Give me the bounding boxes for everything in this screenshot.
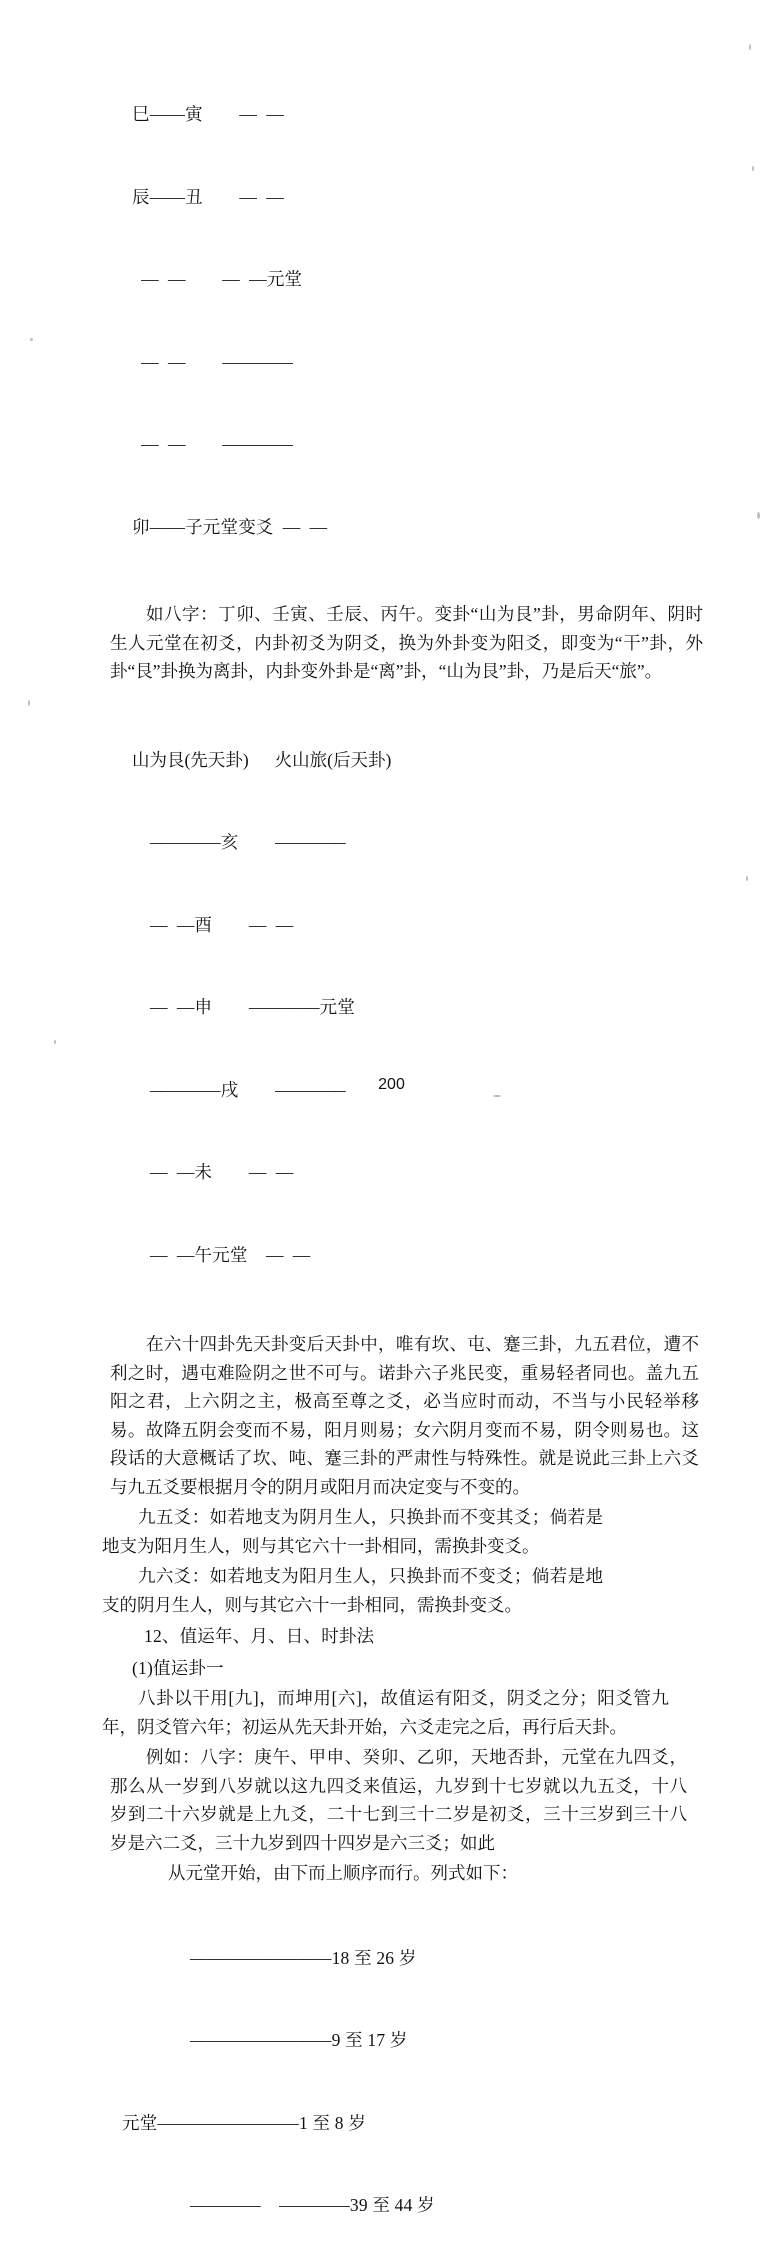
diagram-row: — — ———— xyxy=(132,431,723,459)
section-heading-12: 12、值运年、月、日、时卦法 xyxy=(60,1623,723,1651)
diagram-header-right: 火山旅(后天卦) xyxy=(275,750,392,770)
diagram-row: ————————9 至 17 岁 xyxy=(190,2027,723,2055)
diagram-row: ————亥 ———— xyxy=(132,829,723,857)
diagram-row: — —申 ————元堂 xyxy=(132,994,723,1022)
speck-mark xyxy=(752,166,754,171)
speck-mark xyxy=(28,700,30,706)
paragraph-yuantang-order: 从元堂开始，由下而上顺序而行。列式如下： xyxy=(60,1859,723,1888)
diagram-headers xyxy=(132,747,723,775)
speck-mark xyxy=(30,338,33,341)
mid-diagram xyxy=(60,692,723,1325)
top-diagram xyxy=(60,46,723,596)
diagram-row: 卯——子元堂变爻 — — xyxy=(132,514,723,542)
paragraph-bagua-ganyong: 八卦以干用[九]，而坤用[六]，故值运有阳爻，阴爻之分；阳爻管九年，阴爻管六年；初运从先天卦开始，六爻走完之后，再行后天卦。 xyxy=(60,1684,723,1741)
paragraph-kan-tun-jian: 在六十四卦先天卦变后天卦中，唯有坎、屯、蹇三卦，九五君位，遭不利之时，遇屯难险阴之世不可与。诺卦六子兆民变，重易轻者同也。盖九五阳之君，上六阴之主，极高至尊之爻，必当应时而动，不当与小民轻举移易。故降五阴会变而不易，阳月则易；女六阴月变而不易，阴令则易也。这段话的大意概话了坎、吨、蹇三卦的严肃性与特殊性。就是说此三卦上六爻与九五爻要根据月令的阴月或阳月而决定变与不变的。 xyxy=(60,1330,723,1501)
page-number: 200 xyxy=(0,1076,783,1094)
bottom-diagram xyxy=(60,1890,723,2244)
diagram-row: ———— ————39 至 44 岁 xyxy=(190,2192,723,2220)
speck-mark xyxy=(749,44,751,50)
diagram-row: — —酉 — — xyxy=(132,912,723,940)
diagram-row: 巳——寅 — — xyxy=(132,101,723,129)
diagram-row: — —午元堂 — — xyxy=(132,1242,723,1270)
paragraph-jiuwu-yao: 九五爻：如若地支为阴月生人，只换卦而不变其爻；倘若是地支为阳月生人，则与其它六十一卦相同，需换卦变爻。 xyxy=(60,1503,723,1560)
speck-mark xyxy=(54,1040,56,1044)
diagram-row: — — — —元堂 xyxy=(132,266,723,294)
diagram-row: — —未 — — xyxy=(132,1159,723,1187)
diagram-row: ————戌 ———— xyxy=(132,1077,723,1105)
paragraph-bazi-example: 如八字：丁卯、壬寅、壬辰、丙午。变卦“山为艮”卦，男命阴年、阴时生人元堂在初爻，内卦初爻为阴爻，换为外卦变为阳爻，即变为“干”卦，外卦“艮”卦换为离卦，内卦变外卦是“离”卦，“山为艮”卦，乃是后天“旅”。 xyxy=(60,600,723,686)
speck-mark xyxy=(746,876,748,881)
subsection-heading-1: (1)值运卦一 xyxy=(60,1655,723,1683)
speck-mark xyxy=(757,512,760,519)
speck-mark xyxy=(493,1095,501,1097)
diagram-row: ————————18 至 26 岁 xyxy=(190,1945,723,1973)
diagram-row: 元堂————————1 至 8 岁 xyxy=(122,2110,723,2138)
paragraph-jiuliu-yao: 九六爻：如若地支为阳月生人，只换卦而不变爻；倘若是地支的阴月生人，则与其它六十一卦相同，需换卦变爻。 xyxy=(60,1562,723,1619)
diagram-row: 辰——丑 — — xyxy=(132,184,723,212)
diagram-header-left: 山为艮(先天卦) xyxy=(132,750,249,770)
paragraph-example-bazi: 例如：八字：庚午、甲申、癸卯、乙卯，天地否卦，元堂在九四爻，那么从一岁到八岁就以这九四爻来值运，九岁到十七岁就以九五爻，十八岁到二十六岁就是上九爻，二十七到三十二岁是初爻，三十三岁到三十八岁是六二爻，三十九岁到四十四岁是六三爻；如此 xyxy=(60,1743,723,1857)
diagram-row: — — ———— xyxy=(132,349,723,377)
